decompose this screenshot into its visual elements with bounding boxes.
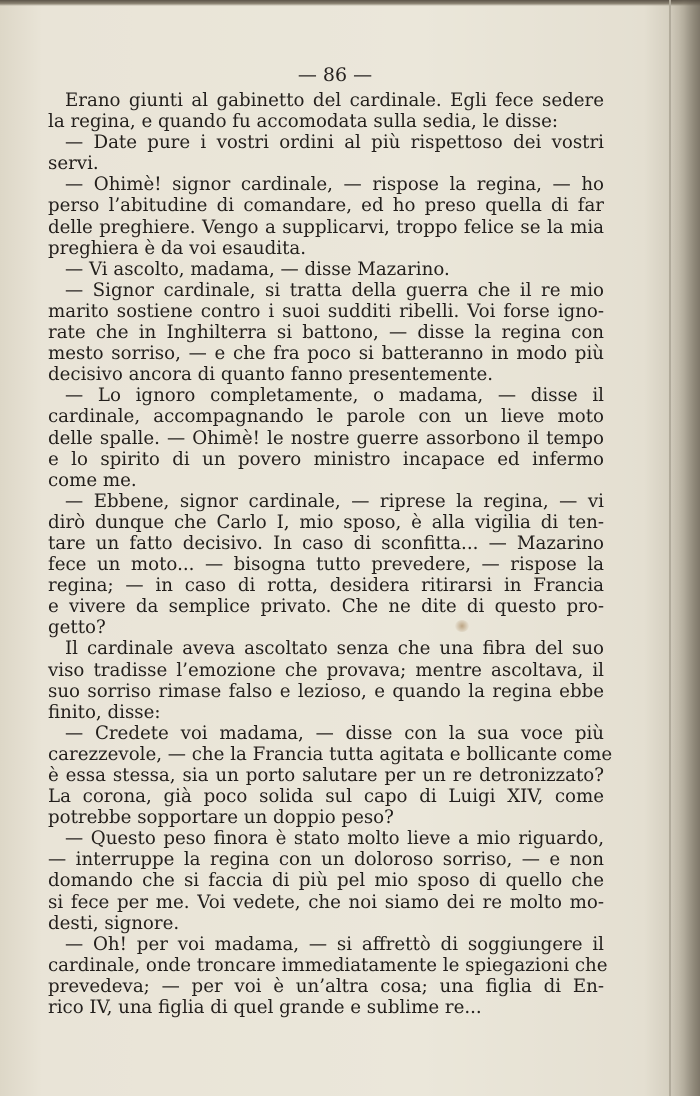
page-right-shadow bbox=[668, 0, 700, 1096]
text-line: desti, signore. bbox=[48, 912, 180, 934]
text-line: getto? bbox=[48, 617, 106, 639]
text-line: come me. bbox=[48, 469, 137, 491]
text-line: perso l’abitudine di comandare, ed ho preso quella di far bbox=[48, 195, 604, 217]
text-line: fece un moto... — bisogna tutto prevedere, — rispose la bbox=[48, 554, 604, 576]
text-line: rate che in Inghilterra si battono, — disse la regina con bbox=[48, 322, 604, 344]
text-line: — Date pure i vostri ordini al più rispettoso dei vostri bbox=[65, 132, 604, 154]
text-line: preghiera è da voi esaudita. bbox=[48, 237, 307, 259]
text-line: carezzevole, — che la Francia tutta agitata e bollicante come bbox=[48, 743, 613, 765]
text-line: cardinale, accompagnando le parole con un lieve moto bbox=[48, 406, 604, 428]
text-line: — Signor cardinale, si tratta della guerra che il re mio bbox=[65, 279, 604, 301]
text-line: potrebbe sopportare un doppio peso? bbox=[48, 807, 394, 829]
text-line: prevedeva; — per voi è un’altra cosa; una figlia di En- bbox=[48, 975, 604, 997]
text-line: suo sorriso rimase falso e lezioso, e quando la regina ebbe bbox=[48, 680, 604, 702]
text-line: e vivere da semplice privato. Che ne dite di questo pro- bbox=[48, 596, 604, 618]
text-line: La corona, già poco solida sul capo di Luigi XIV, come bbox=[48, 786, 604, 808]
text-line: la regina, e quando fu accomodata sulla sedia, le disse: bbox=[48, 111, 558, 133]
text-line: — Credete voi madama, — disse con la sua voce più bbox=[65, 722, 604, 744]
text-line: regina; — in caso di rotta, desidera ritirarsi in Francia bbox=[48, 575, 604, 597]
text-line: dirò dunque che Carlo I, mio sposo, è alla vigilia di ten- bbox=[48, 511, 604, 533]
text-line: cardinale, onde troncare immediatamente le spiegazioni che bbox=[48, 954, 608, 976]
text-line: decisivo ancora di quanto fanno presentemente. bbox=[48, 364, 494, 386]
text-line: si fece per me. Voi vedete, che noi siamo dei re molto mo- bbox=[48, 891, 604, 913]
text-line: Erano giunti al gabinetto del cardinale. Egli fece sedere bbox=[65, 90, 604, 111]
text-line: marito sostiene contro i suoi sudditi ribelli. Voi forse igno- bbox=[48, 300, 604, 322]
text-line: — Ebbene, signor cardinale, — riprese la regina, — vi bbox=[65, 490, 604, 512]
text-line: rico IV, una figlia di quel grande e sublime re... bbox=[48, 997, 482, 1019]
text-line: finito, disse: bbox=[48, 701, 161, 723]
text-line: — Oh! per voi madama, — si affrettò di soggiungere il bbox=[65, 933, 604, 955]
text-line: Il cardinale aveva ascoltato senza che una fibra del suo bbox=[65, 638, 604, 660]
text-line: — interruppe la regina con un doloroso sorriso, — e non bbox=[48, 849, 604, 871]
text-line: viso tradisse l’emozione che provava; mentre ascoltava, il bbox=[48, 659, 604, 681]
text-line: — Vi ascolto, madama, — disse Mazarino. bbox=[65, 258, 450, 280]
text-line: è essa stessa, sia un porto salutare per un re detronizzato? bbox=[48, 765, 604, 786]
text-line: — Ohimè! signor cardinale, — rispose la regina, — ho bbox=[65, 174, 604, 196]
text-line: delle spalle. — Ohimè! le nostre guerre assorbono il tempo bbox=[48, 427, 604, 449]
text-line: e lo spirito di un povero ministro incapace ed infermo bbox=[48, 448, 604, 470]
body-text bbox=[48, 90, 613, 1019]
text-line: mesto sorriso, — e che fra poco si batteranno in modo più bbox=[48, 343, 604, 365]
text-line: servi. bbox=[48, 153, 99, 175]
text-line: delle preghiere. Vengo a supplicarvi, troppo felice se la mia bbox=[48, 216, 604, 238]
text-line: — Questo peso finora è stato molto lieve a mio riguardo, bbox=[65, 828, 604, 850]
text-line: domando che si faccia di più pel mio sposo di quello che bbox=[48, 870, 604, 892]
text-line: — Lo ignoro completamente, o madama, — disse il bbox=[65, 385, 604, 407]
page-top-edge bbox=[0, 0, 700, 6]
page-number: — 86 — bbox=[297, 64, 373, 86]
text-line: tare un fatto decisivo. In caso di sconfitta... — Mazarino bbox=[48, 532, 604, 554]
